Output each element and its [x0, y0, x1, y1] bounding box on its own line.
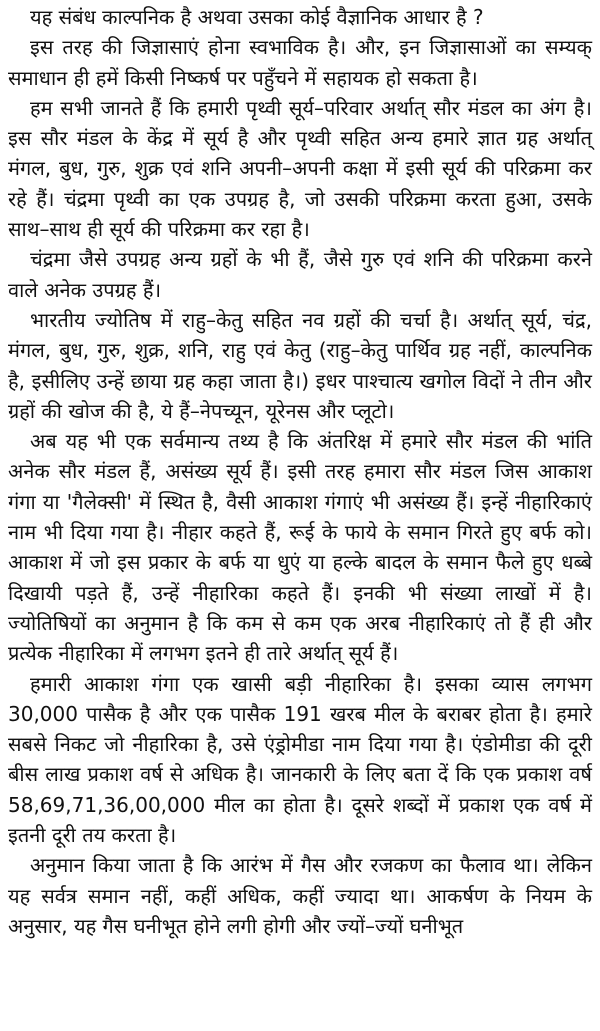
paragraph-curiosity: इस तरह की जिज्ञासाएं होना स्वभाविक है। और, इन जिज्ञासाओं का सम्यक् समाधान ही हमें किसी निष्कर्ष पर पहुँचने में सहायक हो सकता है। — [8, 35, 592, 90]
paragraph-nebulae: अब यह भी एक सर्वमान्य तथ्य है कि अंतरिक्ष में हमारे सौर मंडल की भांति अनेक सौर मंडल हैं, असंख्य सूर्य हैं। इसी तरह हमारा सौर मंडल जिस आकाश गंगा या 'गैलेक्सी' में स्थित है, वैसी आकाश गंगाएं भी असंख्य हैं। इन्हें नीहारिकाएं नाम भी दिया गया है। नीहार कहते हैं, रूई के फाये के समान गिरते हुए बर्फ को। आकाश में जो इस प्रकार के बर्फ या धुएं या हल्के बादल के समान फैले हुए धब्बे दिखायी पड़ते हैं, उन्हें नीहारिका कहते हैं। इनकी भी संख्या लाखों में है। ज्योतिषियों का अनुमान है कि कम से कम एक अरब नीहारिकाएं तो हैं ही और प्रत्येक नीहारिका में लगभग इतने ही तारे अर्थात् सूर्य हैं। — [8, 429, 592, 666]
paragraph-question: यह संबंध काल्पनिक है अथवा उसका कोई वैज्ञानिक आधार है ? — [30, 5, 484, 29]
paragraph-nine-planets: भारतीय ज्योतिष में राहु–केतु सहित नव ग्रहों की चर्चा है। अर्थात् सूर्य, चंद्र, मंगल, बुध, गुरु, शुक्र, शनि, राहु एवं केतु (राहु–केतु पार्थिव ग्रह नहीं, काल्पनिक है, इसीलिए उन्हें छाया ग्रह कहा जाता है।) इधर पाश्चात्य खगोल विदों ने तीन और ग्रहों की खोज की है, ये हैं–नेपच्यून, यूरेनस और प्लूटो। — [8, 307, 592, 423]
paragraph-gas-dust: अनुमान किया जाता है कि आरंभ में गैस और रजकण का फैलाव था। लेकिन यह सर्वत्र समान नहीं, कहीं अधिक, कहीं ज्यादा था। आकर्षण के नियम के अनुसार, यह गैस घनीभूत होने लगी होगी और ज्यों–ज्यों घनीभूत — [8, 853, 592, 938]
paragraph-milky-way: हमारी आकाश गंगा एक खासी बड़ी नीहारिका है। इसका व्यास लगभग 30,000 पासैक है और एक पासैक 191 खरब मील के बराबर होता है। हमारे सबसे निकट जो नीहारिका है, उसे एंड्रोमीडा नाम दिया गया है। एंडोमीडा की दूरी बीस लाख प्रकाश वर्ष से अधिक है। जानकारी के लिए बता दें कि एक प्रकाश वर्ष 58,69,71,36,00,000 मील का होता है। दूसरे शब्दों में प्रकाश एक वर्ष में इतनी दूरी तय करता है। — [8, 671, 592, 848]
paragraph-satellites: चंद्रमा जैसे उपग्रह अन्य ग्रहों के भी हैं, जैसे गुरु एवं शनि की परिक्रमा करने वाले अनेक उपग्रह हैं। — [8, 247, 592, 302]
paragraph-solar-system: हम सभी जानते हैं कि हमारी पृथ्वी सूर्य–परिवार अर्थात् सौर मंडल का अंग है। इस सौर मंडल के केंद्र में सूर्य है और पृथ्वी सहित अन्य हमारे ज्ञात ग्रह अर्थात् मंगल, बुध, गुरु, शुक्र एवं शनि अपनी–अपनी कक्षा में इसी सूर्य की परिक्रमा कर रहे हैं। चंद्रमा पृथ्वी का एक उपग्रह है, जो उसकी परिक्रमा करता हुआ, उसके साथ–साथ ही सूर्य की परिक्रमा कर रहा है। — [8, 95, 592, 242]
